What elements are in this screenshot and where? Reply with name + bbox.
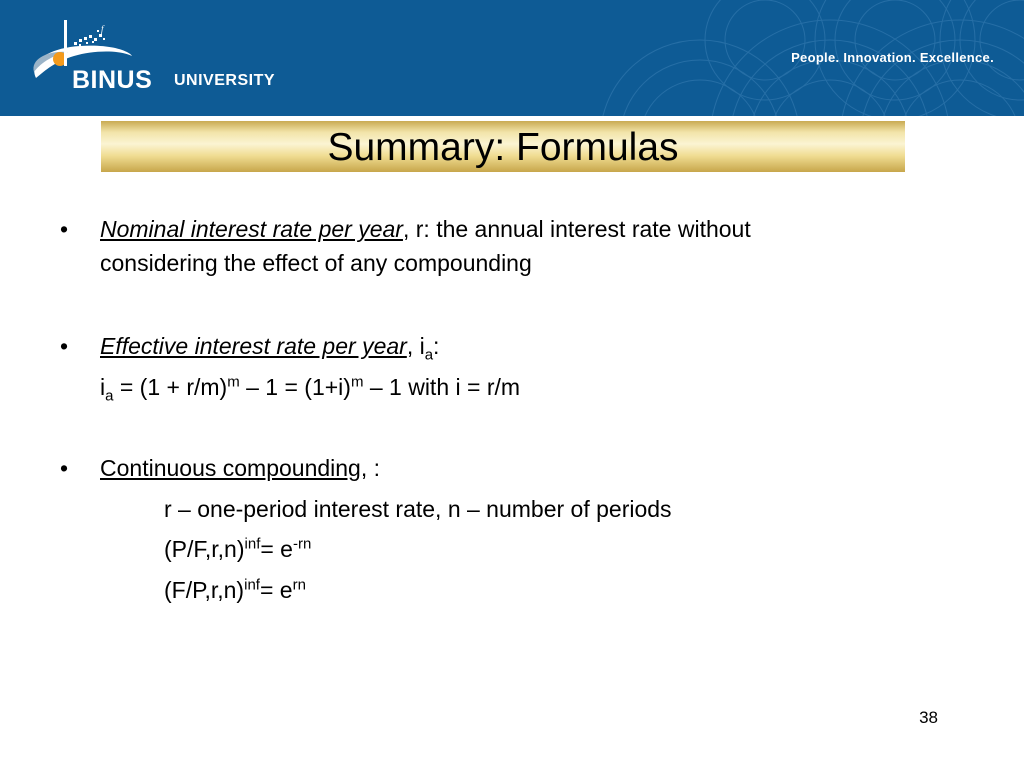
term-nominal-rate: Nominal interest rate per year [100,216,403,242]
formula-part: = (1 + r/m) [113,374,228,400]
formula-part: (P/F,r,n) [164,536,245,562]
bullet-marker: • [60,455,69,481]
formula-exponent: rn [292,576,306,594]
slide-title: Summary: Formulas [327,126,679,169]
bullet-marker: • [60,216,69,242]
formula-part: – 1 with i = r/m [363,374,521,400]
formula-superscript: inf [244,535,261,553]
formula-superscript: m [350,373,364,391]
formula-exponent: -rn [292,535,312,553]
logo-subtitle: UNIVERSITY [174,72,276,89]
formula-pf-continuous [164,535,311,563]
formula-subscript: a [105,387,114,405]
nominal-rate-definition: , r: the annual interest rate without [402,216,751,242]
effective-symbol: , i [406,333,425,359]
bullet-marker: • [60,333,69,359]
effective-rate-formula [100,373,521,405]
svg-text:f: f [101,24,104,34]
formula-superscript: m [227,373,240,391]
formula-part: i [100,374,106,400]
bullet-continuous-line1 [100,454,380,482]
formula-part: – 1 = (1+i) [239,374,351,400]
logo-wordmark: BINUS [72,66,153,94]
bullet-nominal-line1 [100,215,751,243]
continuous-suffix: , : [360,455,381,481]
header-tagline: People. Innovation. Excellence. [791,50,994,65]
formula-part: (F/P,r,n) [164,577,245,603]
term-effective-rate: Effective interest rate per year [100,333,407,359]
formula-superscript: inf [244,576,260,594]
page-number: 38 [919,708,938,727]
term-continuous-compounding: Continuous compounding [100,455,361,481]
formula-fp-continuous [164,576,306,604]
formula-part: = e [259,577,293,603]
bullet-nominal-line2: considering the effect of any compounding [100,250,532,276]
effective-subscript: a [424,346,434,364]
continuous-definition: r – one-period interest rate, n – number of periods [164,496,672,522]
formula-part: = e [260,536,293,562]
effective-colon: : [433,333,440,359]
bullet-effective-line1 [100,332,440,364]
